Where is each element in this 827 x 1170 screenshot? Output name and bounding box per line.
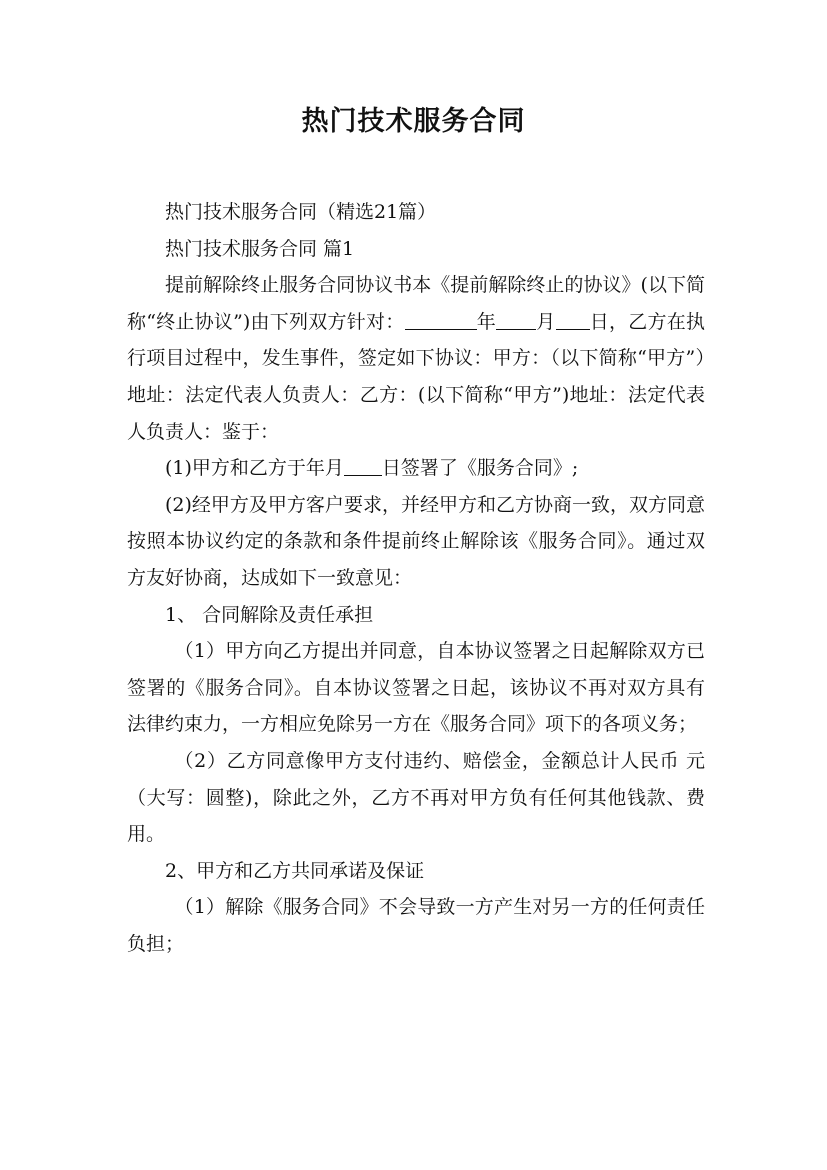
document-title: 热门技术服务合同 [301, 106, 526, 137]
recital-1-part1: (1)甲方和乙方于年月 [165, 457, 344, 480]
article-heading: 热门技术服务合同 篇1 [165, 237, 355, 260]
recital-1-part2: 日签署了《服务合同》; [381, 457, 579, 480]
intro-month-label: 月 [536, 310, 556, 333]
intro-text-rest: 日，乙方在执行项目过程中，发生事件，签定如下协议：甲方：（以下简称“甲方”）地址：法定代表人负责人：乙方：(以下简称“甲方”)地址：法定代表人负责人：鉴于： [127, 310, 705, 443]
clause-1-2: （2）乙方同意像甲方支付违约、赔偿金，金额总计人民币 元（大写：圆整)，除此之外，乙方不再对甲方负有任何其他钱款、费用。 [127, 749, 705, 846]
recital-2: (2)经甲方及甲方客户要求，并经甲方和乙方协商一致，双方同意按照本协议约定的条款和条件提前终止解除该《服务合同》。通过双方友好协商，达成如下一致意见： [127, 493, 705, 589]
document-body [127, 194, 705, 962]
clause-2-1: （1）解除《服务合同》不会导致一方产生对另一方的任何责任负担； [127, 896, 705, 955]
recital-1-day-blank [344, 456, 382, 476]
document-subtitle: 热门技术服务合同（精选21篇） [165, 201, 437, 223]
clause-1-1: （1）甲方向乙方提出并同意，自本协议签署之日起解除双方已签署的《服务合同》。自本协议签署之日起，该协议不再对双方具有法律约束力，一方相应免除另一方在《服务合同》项下的各项义务； [127, 640, 705, 736]
section-1-heading: 1、 合同解除及责任承担 [165, 603, 374, 626]
date-blank-year [405, 310, 477, 330]
intro-year-label: 年 [476, 310, 497, 333]
recital-1 [127, 450, 705, 487]
section-2-heading: 2、甲方和乙方共同承诺及保证 [165, 859, 425, 882]
date-blank-day [556, 310, 590, 330]
intro-text-part1: 提前解除终止服务合同协议书本《提前解除终止的协议》(以下简称“终止协议”)由下列双方针对： [127, 274, 705, 333]
intro-paragraph [127, 267, 705, 450]
date-blank-month [496, 310, 536, 330]
